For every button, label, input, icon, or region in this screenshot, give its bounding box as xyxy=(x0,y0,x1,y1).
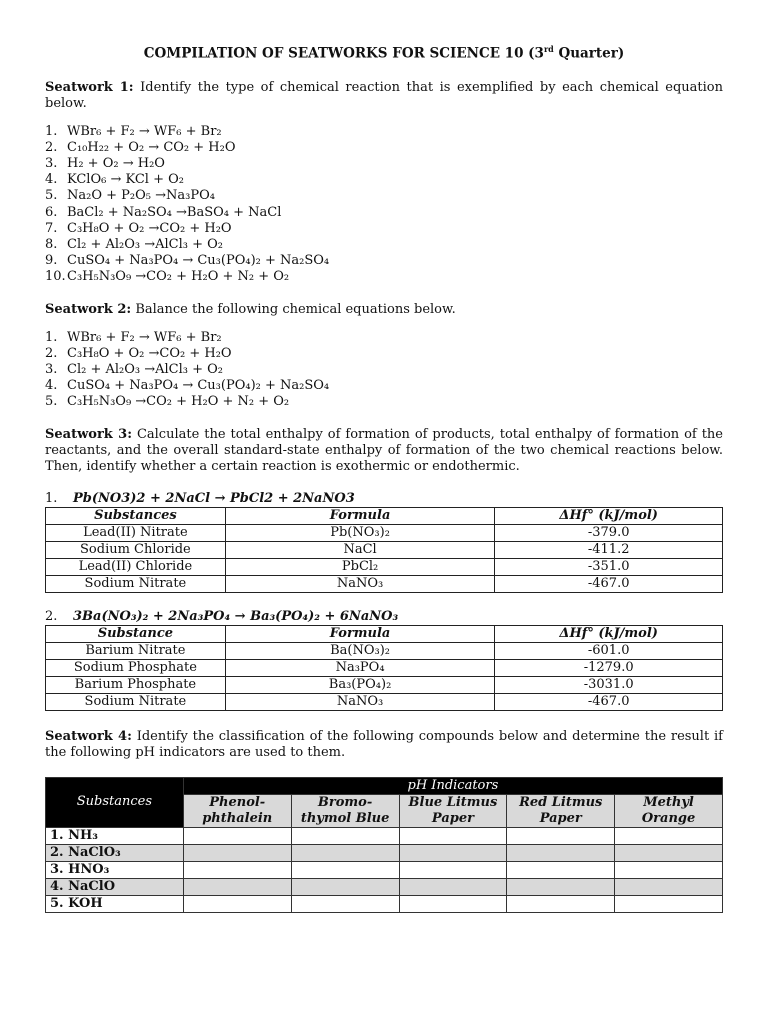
seatwork3-text: Calculate the total enthalpy of formation of products, total enthalpy of formation of the reactants, and the overall standard-state enthalpy of formation of the two chemical reactions below. Then, identify whether a certain reaction is exothermic or endothermic. xyxy=(45,426,723,474)
indicator-header-line: Red Litmus xyxy=(519,794,603,810)
indicator-header-line: Methyl xyxy=(643,794,694,810)
substance-row xyxy=(46,895,723,912)
equation-text: WBr₆ + F₂ → WF₆ + Br₂ xyxy=(67,123,222,139)
substance-cell: 4. NaClO xyxy=(46,878,184,895)
equation-text: Cl₂ + Al₂O₃ →AlCl₃ + O₂ xyxy=(67,236,224,252)
equation-text: Cl₂ + Al₂O₃ →AlCl₃ + O₂ xyxy=(67,361,224,377)
equation-item xyxy=(45,253,723,269)
table-cell: Lead(II) Nitrate xyxy=(46,524,226,541)
enthalpy-table-2 xyxy=(45,625,723,711)
equation-text: C₃H₈O + O₂ →CO₂ + H₂O xyxy=(67,345,232,361)
table-cell: -351.0 xyxy=(495,558,723,575)
table-cell: -467.0 xyxy=(495,575,723,592)
table-cell: -411.2 xyxy=(495,541,723,558)
enthalpy-table-1 xyxy=(45,507,723,593)
answer-cell xyxy=(291,844,399,861)
table-cell: Sodium Chloride xyxy=(46,541,226,558)
reaction1-equation xyxy=(45,491,723,507)
indicator-header xyxy=(291,794,399,827)
answer-cell xyxy=(615,878,723,895)
equation-number: 9. xyxy=(45,253,58,269)
seatwork3-instruction xyxy=(45,427,723,475)
table-cell: -601.0 xyxy=(495,642,723,659)
equation-number: 3. xyxy=(45,155,58,171)
column-header: ΔHf° (kJ/mol) xyxy=(495,625,723,642)
table-cell: NaNO₃ xyxy=(225,575,495,592)
equation-number: 2. xyxy=(45,345,58,361)
answer-cell xyxy=(399,895,507,912)
table-header-row xyxy=(46,625,723,642)
answer-cell xyxy=(507,861,615,878)
seatwork2-label: Seatwork 2: xyxy=(45,301,132,317)
table-cell: PbCl₂ xyxy=(225,558,495,575)
equation-text: C₃H₅N₃O₉ →CO₂ + H₂O + N₂ + O₂ xyxy=(67,269,290,285)
substance-row xyxy=(46,827,723,844)
worksheet-page xyxy=(45,44,723,913)
column-header: Substances xyxy=(46,507,226,524)
seatwork1-text: Identify the type of chemical reaction that is exemplified by each chemical equation below. xyxy=(45,79,723,111)
equation-item xyxy=(45,346,723,362)
column-header: Substance xyxy=(46,625,226,642)
answer-cell xyxy=(615,844,723,861)
equation-text: H₂ + O₂ → H₂O xyxy=(67,155,165,171)
indicator-header-line: Paper xyxy=(539,810,582,826)
equation-text: WBr₆ + F₂ → WF₆ + Br₂ xyxy=(67,329,222,345)
table-row xyxy=(46,659,723,676)
substance-cell: 5. KOH xyxy=(46,895,184,912)
answer-cell xyxy=(507,827,615,844)
equation-item xyxy=(45,188,723,204)
equation-number: 4. xyxy=(45,378,58,394)
table-cell: Ba(NO₃)₂ xyxy=(225,642,495,659)
answer-cell xyxy=(399,861,507,878)
equation-number: 10. xyxy=(45,269,66,285)
equation-text: Na₂O + P₂O₅ →Na₃PO₄ xyxy=(67,188,215,204)
table-cell: NaNO₃ xyxy=(225,693,495,710)
ph-indicators-header: pH Indicators xyxy=(183,777,722,794)
equation-number: 2. xyxy=(45,139,58,155)
table-row xyxy=(46,541,723,558)
equation-item xyxy=(45,205,723,221)
column-header: ΔHf° (kJ/mol) xyxy=(495,507,723,524)
table-row xyxy=(46,676,723,693)
table-cell: -379.0 xyxy=(495,524,723,541)
indicator-header xyxy=(399,794,507,827)
indicator-header-line: thymol Blue xyxy=(300,810,390,826)
answer-cell xyxy=(615,895,723,912)
table-header-row xyxy=(46,507,723,524)
indicator-header xyxy=(507,794,615,827)
answer-cell xyxy=(507,844,615,861)
table-row xyxy=(46,575,723,592)
equation-number: 5. xyxy=(45,394,58,410)
answer-cell xyxy=(507,895,615,912)
answer-cell xyxy=(291,878,399,895)
equation-number: 6. xyxy=(45,204,58,220)
answer-cell xyxy=(399,878,507,895)
substance-cell: 3. HNO₃ xyxy=(46,861,184,878)
table-cell: Barium Nitrate xyxy=(46,642,226,659)
seatwork2-instruction xyxy=(45,302,723,318)
equation-number: 1. xyxy=(45,123,58,139)
table-row xyxy=(46,524,723,541)
answer-cell xyxy=(507,878,615,895)
reaction2-number: 2. xyxy=(45,608,58,624)
equation-item xyxy=(45,237,723,253)
table-cell: Lead(II) Chloride xyxy=(46,558,226,575)
equation-text: BaCl₂ + Na₂SO₄ →BaSO₄ + NaCl xyxy=(67,204,282,220)
equation-number: 4. xyxy=(45,172,58,188)
answer-cell xyxy=(399,827,507,844)
answer-cell xyxy=(183,878,291,895)
answer-cell xyxy=(183,827,291,844)
page-title xyxy=(45,44,723,62)
substance-row xyxy=(46,878,723,895)
substance-cell: 2. NaClO₃ xyxy=(46,844,184,861)
title-main: COMPILATION OF SEATWORKS FOR SCIENCE 10 (3 xyxy=(143,45,544,62)
indicator-header-line: Blue Litmus xyxy=(408,794,498,810)
equation-item xyxy=(45,394,723,410)
seatwork2-equation-list xyxy=(45,330,723,411)
substance-cell: 1. NH₃ xyxy=(46,827,184,844)
equation-number: 1. xyxy=(45,329,58,345)
answer-cell xyxy=(183,844,291,861)
answer-cell xyxy=(183,895,291,912)
table-cell: Sodium Nitrate xyxy=(46,693,226,710)
table-cell: -1279.0 xyxy=(495,659,723,676)
seatwork1-equation-list xyxy=(45,124,723,286)
table-cell: Ba₃(PO₄)₂ xyxy=(225,676,495,693)
seatwork4-instruction xyxy=(45,729,723,761)
equation-number: 5. xyxy=(45,188,58,204)
equation-text: CuSO₄ + Na₃PO₄ → Cu₃(PO₄)₂ + Na₂SO₄ xyxy=(67,253,330,269)
equation-item xyxy=(45,140,723,156)
ph-header-row xyxy=(46,777,723,794)
table-cell: -467.0 xyxy=(495,693,723,710)
title-superscript: rd xyxy=(543,44,554,54)
table-row xyxy=(46,693,723,710)
equation-number: 3. xyxy=(45,361,58,377)
reaction1-number: 1. xyxy=(45,490,58,506)
seatwork4-text: Identify the classification of the following compounds below and determine the result if the following pH indicators are used to them. xyxy=(45,728,723,760)
answer-cell xyxy=(291,861,399,878)
answer-cell xyxy=(291,827,399,844)
title-end: Quarter) xyxy=(553,45,625,62)
equation-text: C₃H₈O + O₂ →CO₂ + H₂O xyxy=(67,220,232,236)
reaction2-equation xyxy=(45,609,723,625)
ph-indicator-table xyxy=(45,777,723,913)
column-header: Formula xyxy=(225,625,495,642)
answer-cell xyxy=(615,861,723,878)
answer-cell xyxy=(615,827,723,844)
substance-row xyxy=(46,861,723,878)
indicator-header-line: Phenol- xyxy=(209,794,266,810)
reaction1-text: Pb(NO3)2 + 2NaCl → PbCl2 + 2NaNO3 xyxy=(73,490,355,506)
equation-item xyxy=(45,269,723,285)
equation-number: 8. xyxy=(45,236,58,252)
indicator-header-line: Bromo- xyxy=(317,794,373,810)
answer-cell xyxy=(291,895,399,912)
indicator-header-line: phthalein xyxy=(202,810,273,826)
column-header: Formula xyxy=(225,507,495,524)
seatwork3-label: Seatwork 3: xyxy=(45,426,132,442)
indicator-header-line: Orange xyxy=(641,810,696,826)
reaction2-text: 3Ba(NO₃)₂ + 2Na₃PO₄ → Ba₃(PO₄)₂ + 6NaNO₃ xyxy=(73,608,399,624)
table-row xyxy=(46,642,723,659)
indicator-header xyxy=(183,794,291,827)
table-cell: Na₃PO₄ xyxy=(225,659,495,676)
equation-number: 7. xyxy=(45,220,58,236)
equation-item xyxy=(45,378,723,394)
equation-item xyxy=(45,330,723,346)
seatwork1-instruction xyxy=(45,80,723,112)
seatwork1-label: Seatwork 1: xyxy=(45,79,134,95)
equation-item xyxy=(45,221,723,237)
seatwork2-text: Balance the following chemical equations below. xyxy=(131,301,456,317)
equation-item xyxy=(45,172,723,188)
equation-item xyxy=(45,156,723,172)
indicator-header-line: Paper xyxy=(431,810,474,826)
equation-text: CuSO₄ + Na₃PO₄ → Cu₃(PO₄)₂ + Na₂SO₄ xyxy=(67,378,330,394)
equation-item xyxy=(45,124,723,140)
equation-text: C₃H₅N₃O₉ →CO₂ + H₂O + N₂ + O₂ xyxy=(67,394,290,410)
answer-cell xyxy=(399,844,507,861)
table-cell: -3031.0 xyxy=(495,676,723,693)
equation-text: C₁₀H₂₂ + O₂ → CO₂ + H₂O xyxy=(67,139,236,155)
table-cell: Barium Phosphate xyxy=(46,676,226,693)
answer-cell xyxy=(183,861,291,878)
equation-text: KClO₆ → KCl + O₂ xyxy=(67,172,184,188)
table-cell: Pb(NO₃)₂ xyxy=(225,524,495,541)
table-cell: Sodium Nitrate xyxy=(46,575,226,592)
seatwork4-label: Seatwork 4: xyxy=(45,728,132,744)
equation-item xyxy=(45,362,723,378)
table-cell: NaCl xyxy=(225,541,495,558)
indicator-header xyxy=(615,794,723,827)
table-cell: Sodium Phosphate xyxy=(46,659,226,676)
substance-row xyxy=(46,844,723,861)
substances-header: Substances xyxy=(46,777,184,827)
table-row xyxy=(46,558,723,575)
